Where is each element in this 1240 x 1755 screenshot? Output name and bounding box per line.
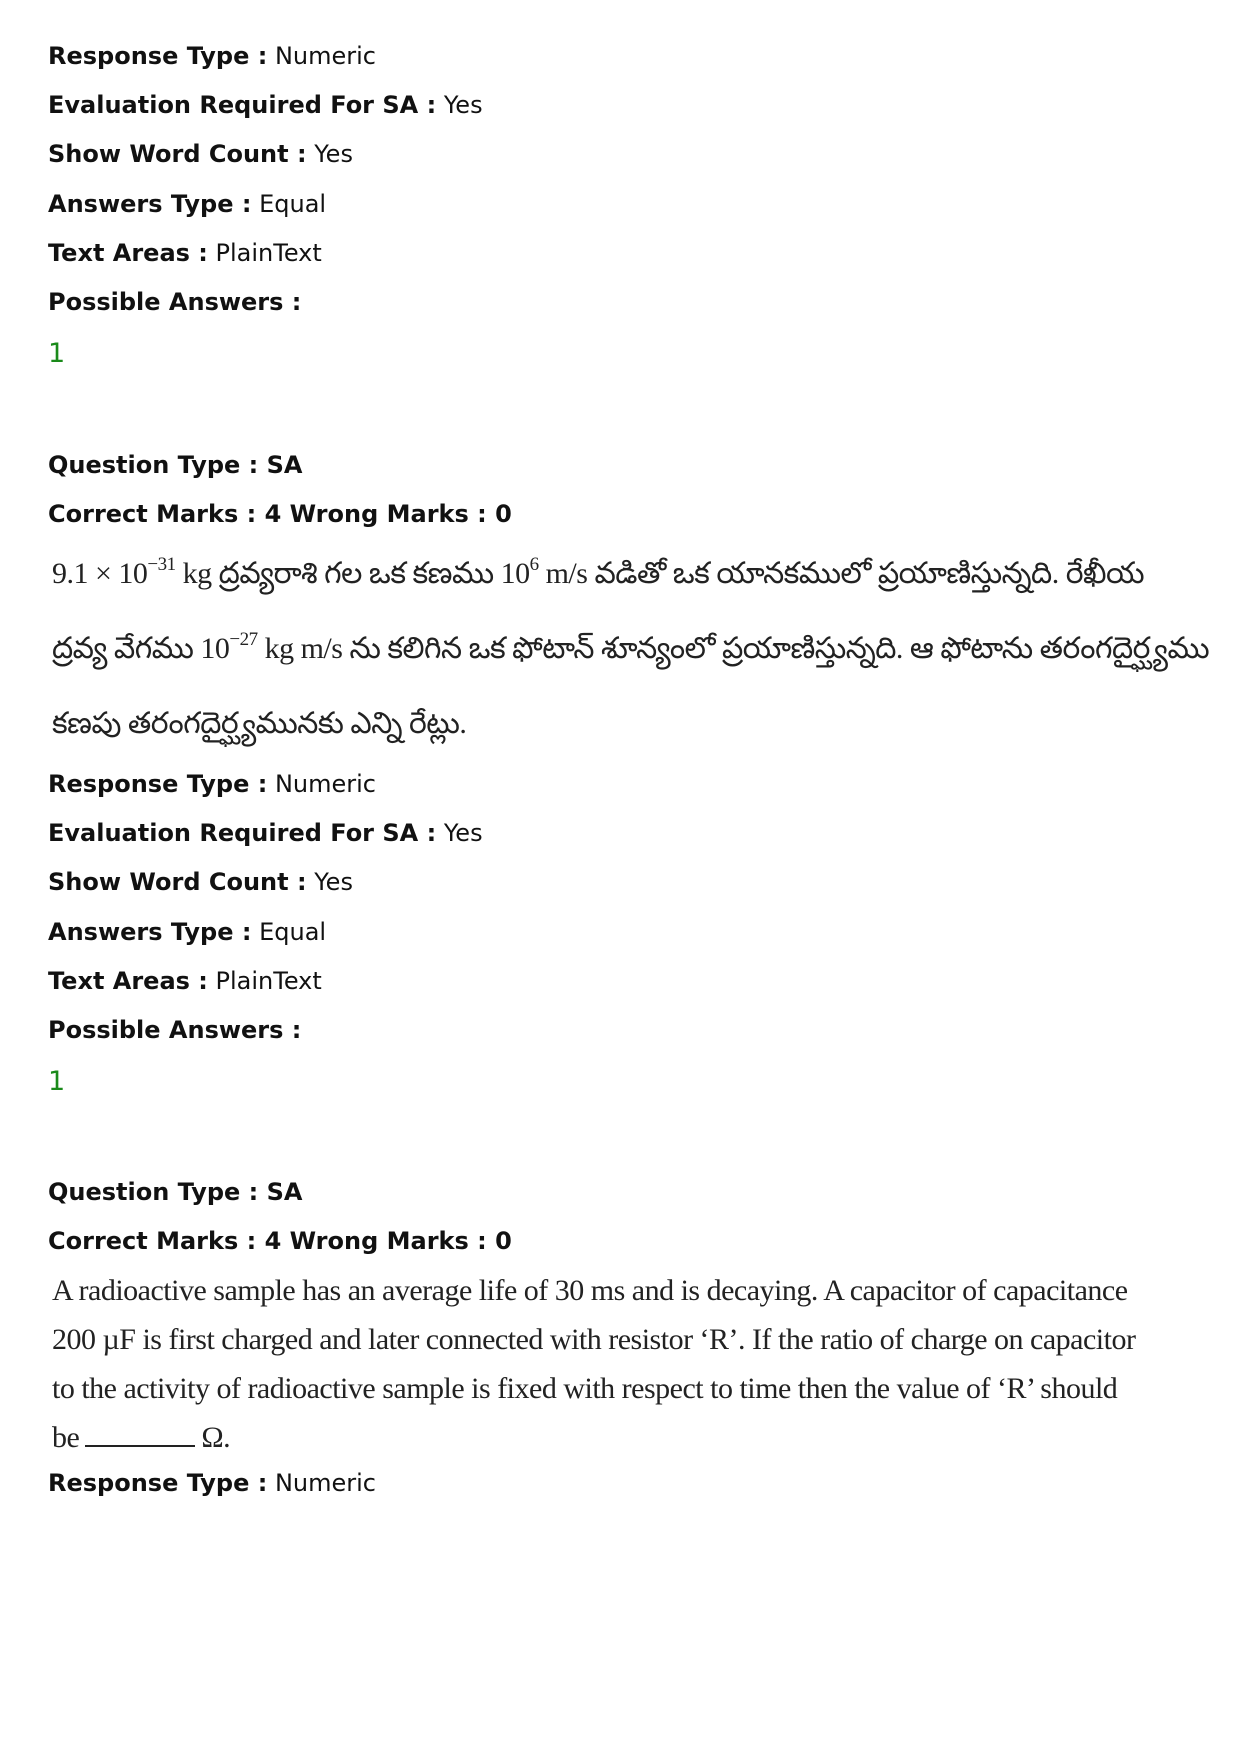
marks-line: Correct Marks : 4 Wrong Marks : 0 [48, 500, 512, 528]
text-span: be [52, 1421, 80, 1454]
word-count-row [48, 139, 353, 169]
possible-answers-row [48, 287, 301, 317]
field-label: Answers Type : [48, 918, 252, 946]
exponent: −31 [147, 554, 176, 575]
text-span: m/s వడితో ఒక యానకములో ప్రయాణిస్తున్నది. రేఖీయ [538, 557, 1145, 590]
field-label: Response Type : [48, 1469, 268, 1497]
evaluation-row [48, 818, 483, 848]
field-label: Answers Type : [48, 190, 252, 218]
field-value: Numeric [274, 42, 376, 70]
field-value: Numeric [274, 770, 376, 798]
field-value: PlainText [215, 239, 322, 267]
question-type: Question Type : SA [48, 451, 303, 479]
answer-blank [85, 1421, 195, 1447]
text-areas-row [48, 966, 322, 996]
field-label: Show Word Count : [48, 140, 307, 168]
answers-type-row [48, 189, 326, 219]
question-text-line: to the activity of radioactive sample is fixed with respect to time then the value of ‘R’ should [52, 1372, 1118, 1405]
exponent: 6 [529, 554, 539, 575]
field-label: Response Type : [48, 42, 268, 70]
answers-type-row [48, 917, 326, 947]
text-span: ద్రవ్య వేగము 10 [52, 632, 230, 665]
exponent: −27 [229, 629, 258, 650]
marks-line: Correct Marks : 4 Wrong Marks : 0 [48, 1227, 512, 1255]
word-count-row [48, 867, 353, 897]
text-span: kg ద్రవ్యరాశి గల ఒక కణము 10 [175, 557, 530, 590]
field-value: Yes [443, 819, 483, 847]
evaluation-row [48, 90, 483, 120]
question-type: Question Type : SA [48, 1178, 303, 1206]
question-text-line [52, 629, 1209, 669]
field-label: Text Areas : [48, 967, 208, 995]
field-label: Possible Answers : [48, 288, 302, 316]
text-span: kg m/s ను కలిగిన ఒక ఫోటాన్ శూన్యంలో ప్రయాణిస్తున్నది. ఆ ఫోటాను తరంగదైర్ఘ్యము [257, 632, 1210, 665]
field-label: Show Word Count : [48, 868, 307, 896]
possible-answer-value: 1 [48, 1066, 66, 1097]
field-value: Yes [443, 91, 483, 119]
text-span: Ω. [201, 1421, 231, 1454]
text-span: 9.1 × 10 [52, 557, 148, 590]
question-text-line: 200 µF is first charged and later connected with resistor ‘R’. If the ratio of charge on capacitor [52, 1323, 1136, 1356]
field-value: Equal [259, 918, 327, 946]
possible-answers-row [48, 1015, 301, 1045]
response-type-row [48, 1468, 376, 1498]
response-type-row [48, 41, 376, 71]
response-type-row [48, 769, 376, 799]
field-value: Numeric [274, 1469, 376, 1497]
field-label: Response Type : [48, 770, 268, 798]
field-label: Evaluation Required For SA : [48, 91, 437, 119]
field-value: Yes [314, 868, 353, 896]
field-value: Yes [314, 140, 353, 168]
field-value: Equal [259, 190, 327, 218]
question-text-line [52, 1418, 230, 1458]
question-text-line: A radioactive sample has an average life of 30 ms and is decaying. A capacitor of capacitance [52, 1274, 1128, 1307]
field-value: PlainText [215, 967, 322, 995]
question-text-line [52, 554, 1144, 594]
field-label: Evaluation Required For SA : [48, 819, 437, 847]
field-label: Text Areas : [48, 239, 208, 267]
text-areas-row [48, 238, 322, 268]
question-text-line: కణపు తరంగదైర్ఘ్యమునకు ఎన్ని రేట్లు. [52, 707, 467, 740]
field-label: Possible Answers : [48, 1016, 302, 1044]
possible-answer-value: 1 [48, 338, 66, 369]
